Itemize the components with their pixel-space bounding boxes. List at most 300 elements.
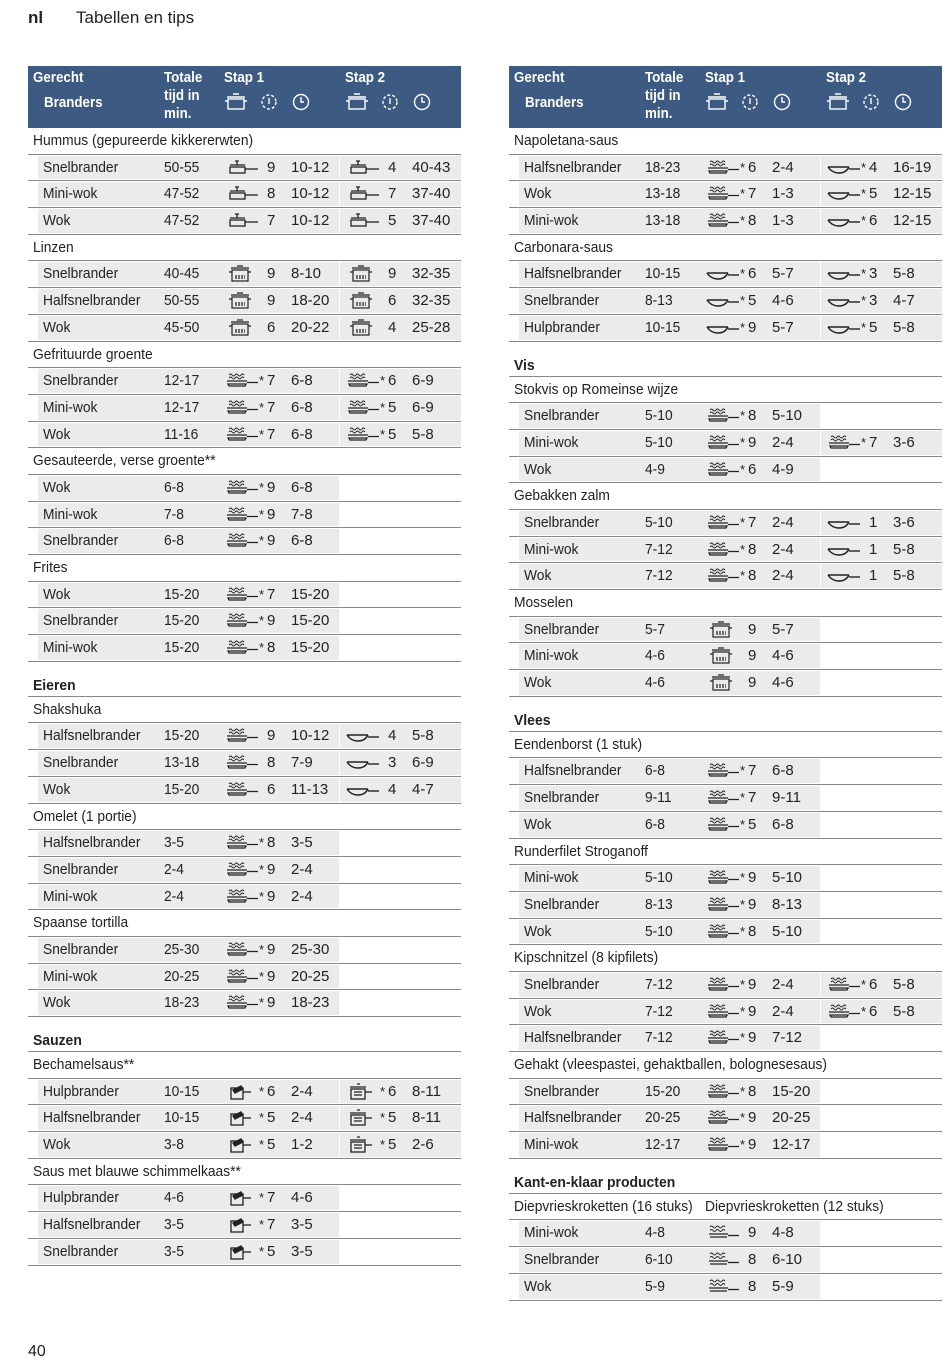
step1-duration: 15-20 [291,585,330,603]
total-time-cell [644,564,700,588]
frying-pan-icon [346,399,380,422]
step1-note-mark: * [259,861,265,877]
burner-cell [38,262,163,286]
step2-power-level: 5 [388,425,397,443]
header-lang: nl [28,8,44,27]
table-row [28,528,461,555]
burner-name: Snelbrander [43,1242,119,1260]
step1-duration: 5-10 [772,869,803,887]
total-time: 6-8 [164,478,184,496]
burner-cell [519,1133,644,1157]
step2-note-mark: * [380,399,386,415]
total-time: 13-18 [645,212,681,230]
step1-duration: 18-20 [291,292,330,310]
step1-note-mark: * [259,533,265,549]
burner-name: Mini-wok [524,433,579,451]
step1-power-level: 9 [267,994,276,1012]
step2-duration: 5-8 [893,265,915,283]
page-number: 40 [28,1343,46,1360]
burner-cell [38,885,163,909]
frying-pan-icon [225,426,259,449]
total-time-cell [163,182,219,206]
burner-name: Mini-wok [43,398,98,416]
deep-fryer-icon [706,1224,740,1247]
burner-name: Mini-wok [524,540,579,558]
step1-duration: 4-6 [772,674,794,692]
total-time-cell [644,671,700,695]
step2-cell [821,1000,942,1024]
table-row [28,830,461,857]
dish-name: Gehakt (vleespastei, gehaktballen, bolognesesaus) [514,1056,828,1073]
burner-cell [519,618,644,642]
dish-heading [509,1194,942,1221]
total-time-cell [644,1221,700,1245]
step2-cell [821,262,942,286]
table-row [509,1274,942,1301]
table-row [509,261,942,288]
step1-note-mark: * [259,1190,265,1206]
header-dish: Gerecht [514,70,565,86]
step2-power-level: 4 [869,158,878,176]
step2-power-level: 9 [388,265,397,283]
frying-pan-icon [706,816,740,839]
step1-cell [700,813,820,837]
total-time: 3-5 [164,834,184,852]
step1-note-mark: * [740,408,746,424]
step2-duration: 5-8 [412,727,434,745]
step2-power-level: 6 [388,372,397,390]
dish-name: Runderfilet Stroganoff [514,842,649,860]
step1-duration: 4-6 [772,292,794,310]
total-time: 5-10 [645,869,673,887]
frying-pan-icon [225,532,259,555]
burner-cell [38,938,163,962]
step1-cell [219,609,339,633]
step2-cell [340,289,461,313]
total-time: 15-20 [164,612,200,630]
step2-power-level: 7 [869,433,878,451]
total-time: 11-16 [164,425,199,443]
table-row [28,723,461,750]
total-time-cell [644,893,700,917]
step1-note-mark: * [259,506,265,522]
total-time-cell [163,724,219,748]
step1-power-level: 9 [267,158,276,176]
frying-pan-icon [706,212,740,235]
burner-cell [38,858,163,882]
step2-note-mark: * [380,1137,386,1153]
step1-note-mark: * [740,1030,746,1046]
total-time: 9-11 [645,789,672,807]
step1-cell [700,1106,820,1130]
total-time: 47-52 [164,185,200,203]
step2-power-level: 5 [388,212,397,230]
step1-note-mark: * [259,1243,265,1259]
table-row [509,1247,942,1274]
table-row [509,315,942,342]
step1-cell [700,671,820,695]
step1-note-mark: * [740,541,746,557]
step1-power-level: 8 [267,754,276,772]
burner-name: Wok [524,922,552,940]
total-time-cell [163,885,219,909]
burner-name: Mini-wok [524,869,579,887]
burner-cell [38,209,163,233]
dish-heading [28,910,461,937]
step2-note-mark: * [861,1003,867,1019]
step2-power-level: 6 [388,1082,397,1100]
dish-heading [509,483,942,510]
dish-heading [28,342,461,369]
dish-heading [28,555,461,582]
step1-duration: 15-20 [291,612,330,630]
pot-icon [225,265,259,290]
table-row [509,155,942,182]
step1-cell [700,759,820,783]
step2-duration: 5-8 [893,1002,915,1020]
pan-lid-icon [225,212,259,235]
deep-fryer-icon [706,1278,740,1301]
frying-pan-icon [827,434,861,457]
burner-cell [38,1213,163,1237]
burner-name: Wok [43,425,71,443]
total-time: 15-20 [164,639,200,657]
pot-header-icon [345,92,369,112]
burner-cell [38,289,163,313]
step2-note-mark: * [861,186,867,202]
step1-cell [700,618,820,642]
total-time-cell [644,920,700,944]
step1-cell [219,858,339,882]
pot-icon [706,621,740,646]
burner-name: Halfsnelbrander [524,1029,622,1047]
burner-cell [519,458,644,482]
step1-power-level: 9 [267,532,276,550]
step1-duration: 5-10 [772,407,803,425]
step1-power-level: 5 [267,1136,276,1154]
total-time: 5-10 [645,922,673,940]
burner-cell [38,529,163,553]
burner-cell [519,671,644,695]
step1-duration: 18-23 [291,994,330,1012]
step1-note-mark: * [740,790,746,806]
step2-cell [340,1133,461,1157]
burner-cell [38,609,163,633]
frying-pan-icon [706,1029,740,1052]
table-row [509,1132,942,1159]
step1-power-level: 9 [748,647,757,665]
total-time-cell [644,786,700,810]
dish-name: Carbonara-saus [514,238,613,256]
step2-power-level: 5 [388,1109,397,1127]
step1-power-level: 9 [748,1029,757,1047]
step1-cell [700,1221,820,1245]
table-row [509,457,942,484]
step2-cell [340,1240,461,1264]
burner-name: Halfsnelbrander [43,292,141,310]
step1-duration: 4-9 [772,460,794,478]
burner-name: Wok [524,674,552,692]
frying-pan-icon [706,461,740,484]
step1-cell [219,938,339,962]
step2-power-level: 6 [869,1002,878,1020]
step2-note-mark: * [380,373,386,389]
pot-header-icon [224,92,248,112]
step1-note-mark: * [740,870,746,886]
header-step1: Stap 1 [224,70,265,86]
step2-cell [821,182,942,206]
step2-cell [821,431,942,455]
step1-duration: 15-20 [772,1082,811,1100]
table-row [509,1105,942,1132]
burner-name: Mini-wok [43,185,98,203]
step1-duration: 7-8 [291,505,313,523]
dish-name: Eendenborst (1 stuk) [514,735,643,753]
clock-icon [771,92,793,112]
step1-power-level: 9 [748,433,757,451]
frying-pan-icon [225,479,259,502]
step2-cell [340,778,461,802]
step1-duration: 7-12 [772,1029,803,1047]
total-time: 3-5 [164,1242,184,1260]
step2-duration: 6-9 [412,754,434,772]
step2-duration: 5-8 [412,425,434,443]
frying-pan-icon [706,185,740,208]
step2-note-mark: * [861,976,867,992]
total-time: 5-10 [645,407,673,425]
burner-name: Wok [524,567,552,585]
step1-power-level: 8 [267,639,276,657]
dish-heading [509,235,942,262]
burner-name: Snelbrander [524,620,600,638]
burner-name: Mini-wok [524,212,579,230]
section-spacer [28,1017,461,1025]
step1-cell [700,1248,820,1272]
section-heading-text: Eieren [33,676,76,694]
table-row [509,288,942,315]
total-time: 6-8 [164,532,184,550]
saucepan-icon [225,1083,259,1108]
burner-cell [519,920,644,944]
total-time-cell [644,1026,700,1050]
step2-duration: 40-43 [412,158,451,176]
step2-duration: 5-8 [893,318,915,336]
burner-name: Wok [43,780,71,798]
step1-power-level: 7 [267,212,276,230]
step1-cell [219,182,339,206]
table-body [509,128,942,1301]
saucepan-icon [225,1243,259,1268]
total-time: 4-6 [645,674,665,692]
frying-pan-icon [225,754,259,777]
table-header [509,66,942,128]
step2-duration: 37-40 [412,185,451,203]
total-time-cell [163,262,219,286]
step2-power-level: 5 [869,185,878,203]
burner-name: Halfsnelbrander [43,834,141,852]
section-heading-text: Kant-en-klaar producten [514,1173,676,1191]
power-level-icon [739,92,761,112]
table-row [509,537,942,564]
total-time-cell [163,316,219,340]
step1-duration: 6-8 [291,398,313,416]
dish-name: Omelet (1 portie) [33,807,137,825]
step1-note-mark: * [740,266,746,282]
step1-duration: 5-7 [772,265,794,283]
section-heading [509,705,942,732]
total-time-cell [163,1080,219,1104]
step1-duration: 1-3 [772,185,794,203]
burner-cell [519,538,644,562]
step2-cell [821,1106,942,1130]
step1-duration: 6-10 [772,1251,803,1269]
saucepan-icon [225,1109,259,1134]
step1-note-mark: * [259,479,265,495]
step2-cell [340,583,461,607]
burner-name: Mini-wok [524,1136,579,1154]
step2-power-level: 1 [869,513,878,531]
burner-name: Wok [43,478,71,496]
step2-cell [340,369,461,393]
step1-duration: 2-4 [772,567,794,585]
step1-duration: 6-8 [291,425,313,443]
burner-name: Snelbrander [43,860,119,878]
frying-pan-icon [225,372,259,395]
total-time: 10-15 [164,1109,200,1127]
total-time: 45-50 [164,318,200,336]
burner-name: Snelbrander [43,612,119,630]
step1-note-mark: * [259,888,265,904]
total-time-cell [163,751,219,775]
table-row [509,563,942,590]
step2-duration: 4-7 [893,292,915,310]
table-row [509,510,942,537]
burner-cell [38,1186,163,1210]
step2-duration: 12-15 [893,185,932,203]
frying-pan-icon [225,781,259,804]
step1-duration: 6-8 [772,815,794,833]
step1-duration: 9-11 [772,789,801,807]
step1-duration: 2-4 [291,860,313,878]
step1-note-mark: * [259,399,265,415]
step1-duration: 4-6 [772,647,794,665]
dish-heading [28,1052,461,1079]
total-time: 5-7 [645,620,665,638]
step1-cell [219,1186,339,1210]
step1-duration: 2-4 [772,975,794,993]
clock-icon [892,92,914,112]
table-row [28,155,461,182]
step1-note-mark: * [740,763,746,779]
total-time-cell [163,1240,219,1264]
step1-power-level: 5 [748,815,757,833]
section-heading [28,670,461,697]
step1-power-level: 6 [748,460,757,478]
total-time: 15-20 [645,1082,681,1100]
step1-power-level: 8 [748,212,757,230]
step2-cell [340,316,461,340]
step1-duration: 6-8 [291,478,313,496]
step1-cell [219,503,339,527]
burner-cell [38,778,163,802]
step1-power-level: 7 [748,762,757,780]
total-time-cell [163,156,219,180]
step2-power-level: 3 [869,292,878,310]
burner-name: Snelbrander [524,407,600,425]
step1-power-level: 9 [267,505,276,523]
total-time-cell [163,1213,219,1237]
burner-name: Wok [524,815,552,833]
table-row [509,1220,942,1247]
burner-cell [519,1221,644,1245]
step1-note-mark: * [740,1110,746,1126]
total-time-cell [163,858,219,882]
step1-duration: 10-12 [291,212,330,230]
step1-note-mark: * [259,586,265,602]
burner-cell [519,644,644,668]
step1-duration: 5-10 [772,922,803,940]
saucepan-icon [225,1189,259,1214]
burner-name: Snelbrander [43,754,119,772]
burner-name: Wok [43,318,71,336]
total-time: 12-17 [645,1136,681,1154]
step1-note-mark: * [259,835,265,851]
dish-heading [28,448,461,475]
total-time-cell [644,538,700,562]
step2-cell [821,511,942,535]
total-time-cell [644,182,700,206]
total-time: 10-15 [645,265,681,283]
step1-cell [700,289,820,313]
burner-name: Mini-wok [524,1224,579,1242]
total-time-cell [163,369,219,393]
step1-cell [219,636,339,660]
step1-duration: 2-4 [291,1082,313,1100]
burner-cell [519,893,644,917]
section-spacer [28,662,461,670]
dish-heading [509,128,942,155]
step2-cell [340,262,461,286]
simmer-pan-icon [827,159,861,182]
step1-cell [219,369,339,393]
section-heading [28,1025,461,1052]
step2-duration: 25-28 [412,318,451,336]
step2-cell [340,529,461,553]
step2-cell [821,973,942,997]
dish-heading [28,804,461,831]
step1-duration: 3-5 [291,834,313,852]
dish-name: Mosselen [514,594,574,611]
dish-name: Bechamelsaus** [33,1056,135,1073]
saucepan-lid-icon [346,1136,380,1161]
table-row [509,1079,942,1106]
step2-power-level: 5 [388,398,397,416]
step1-power-level: 9 [748,869,757,887]
burner-cell [38,991,163,1015]
total-time: 6-8 [645,762,665,780]
simmer-pan-icon [346,781,380,804]
pan-lid-icon [346,185,380,208]
burner-name: Hulpbrander [43,1189,119,1207]
step1-cell [219,209,339,233]
simmer-pan-icon [827,514,861,537]
pot-icon [346,319,380,344]
burner-cell [38,751,163,775]
step2-cell [821,316,942,340]
total-time-cell [644,1248,700,1272]
dish-heading [509,590,942,617]
table-row [28,635,461,662]
